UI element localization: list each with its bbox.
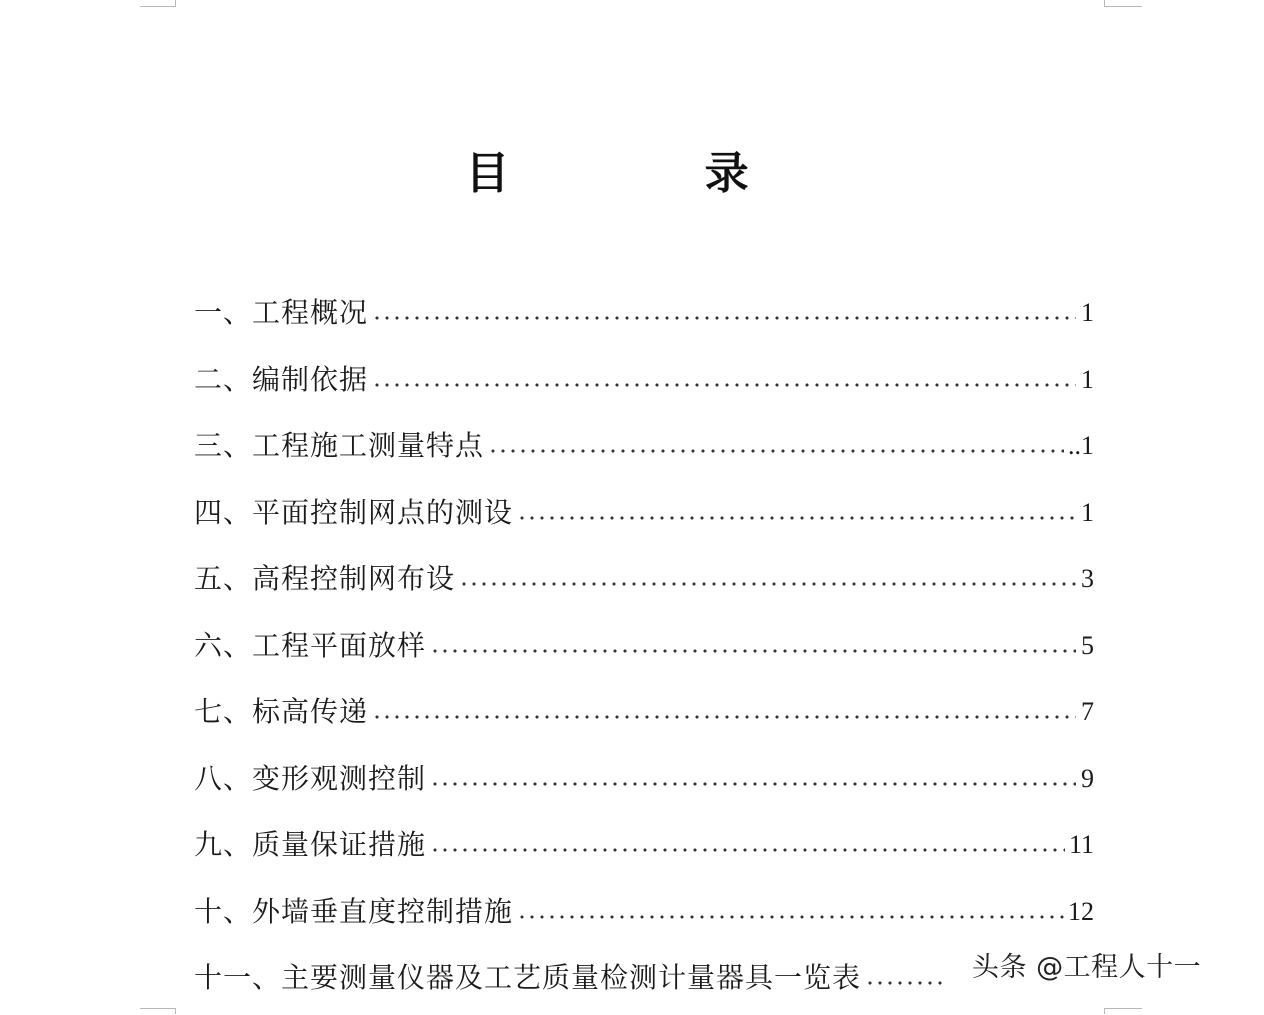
toc-entry[interactable] [194,280,1094,347]
table-of-contents [194,280,1094,1012]
toc-entry-page-number: 3 [1081,564,1094,594]
crop-mark-top-left [140,0,176,7]
toc-dot-leader [459,582,1076,586]
toc-entry[interactable] [194,546,1094,613]
toc-dot-leader [430,782,1076,786]
toc-entry-label: 六、工程平面放样 [194,628,427,662]
toc-entry[interactable] [194,746,1094,813]
toc-entry-page-number: 1 [1081,497,1094,527]
toc-entry[interactable] [194,613,1094,680]
toc-entry-label: 四、平面控制网点的测设 [194,495,514,529]
toc-dot-leader [517,516,1076,520]
toc-dot-leader [430,649,1076,653]
crop-mark-top-right-vertical [1104,0,1105,6]
crop-mark-top-right [1104,0,1142,7]
toc-entry-label: 十一、主要测量仪器及工艺质量检测计量器具一览表 [194,961,862,995]
toc-dot-leader [430,848,1065,852]
toc-dot-leader [372,383,1076,387]
toc-entry[interactable] [194,413,1094,480]
crop-mark-bottom-left-vertical [175,1008,176,1014]
toc-entry-page-number: 9 [1081,763,1094,793]
toc-entry-page-number: 12 [1068,896,1094,926]
toc-entry-page-number: 7 [1081,697,1094,727]
toc-entry-label: 九、质量保证措施 [194,828,427,862]
toc-entry[interactable] [194,480,1094,547]
toc-dot-leader [517,915,1064,919]
toc-entry-page-number: ..1 [1068,431,1094,461]
toc-entry-label: 十、外墙垂直度控制措施 [194,894,514,928]
toc-entry-page-number: 11 [1068,830,1094,860]
toc-dot-leader [488,449,1064,453]
toc-entry-label: 五、高程控制网布设 [194,562,456,596]
toc-entry[interactable] [194,679,1094,746]
toc-entry[interactable] [194,347,1094,414]
toc-entry-label: 一、工程概况 [194,296,369,330]
toc-entry-label: 二、编制依据 [194,362,369,396]
toc-entry-page-number: 5 [1081,630,1094,660]
crop-mark-bottom-right-vertical [1104,1008,1105,1014]
watermark: 头条 @工程人十一 [972,952,1202,983]
toc-entry[interactable] [194,812,1094,879]
toc-dot-leader [372,316,1076,320]
toc-dot-leader [372,715,1076,719]
toc-dot-leader [865,981,945,985]
toc-entry[interactable] [194,879,1094,946]
crop-mark-top-left-vertical [175,0,176,6]
toc-entry-page-number: 1 [1081,298,1094,328]
toc-entry-label: 八、变形观测控制 [194,761,427,795]
toc-title: 目 录 [465,148,839,199]
toc-entry[interactable] [194,945,1094,1012]
toc-entry-label: 七、标高传递 [194,695,369,729]
toc-entry-page-number: 1 [1081,364,1094,394]
toc-entry-label: 三、工程施工测量特点 [194,429,485,463]
